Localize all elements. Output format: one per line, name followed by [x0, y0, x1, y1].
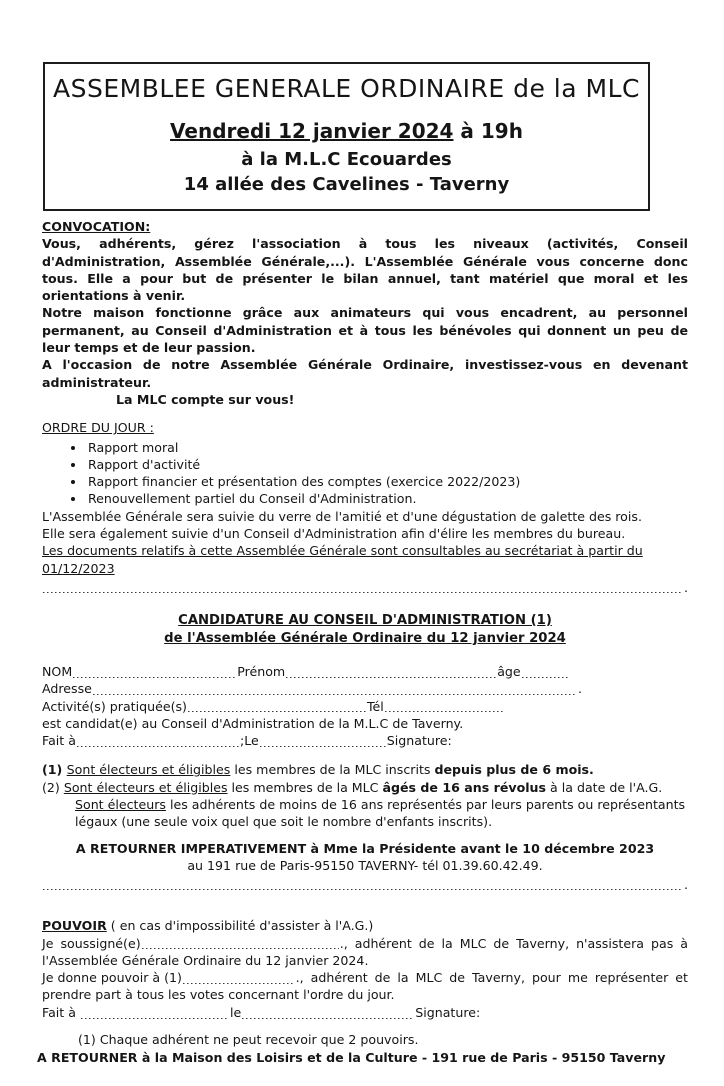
- form-line-address: [42, 680, 582, 697]
- pouvoir-line-1-text: ., adhérent de la MLC de Taverny, n'assistera pas à: [339, 935, 688, 951]
- separator-tail: .: [683, 877, 688, 893]
- le-label: ;Le: [239, 733, 259, 749]
- agenda-item: • Renouvellement partiel du Conseil d'Administration.: [86, 490, 688, 507]
- item-text: les adhérents de moins de 16 ans représentés par leurs parents ou représentants légaux (une seule voix quel que soit le nombre d'enfants inscrits).: [75, 797, 686, 830]
- dotted-leader: [522, 666, 568, 678]
- dotted-leader: [43, 878, 683, 890]
- dotted-leader: [385, 701, 503, 713]
- agenda-note-2: Elle sera également suivie d'un Conseil d'Administration afin d'élire les membres du bureau.: [42, 526, 626, 542]
- underlined-text: Sont électeurs et éligibles: [63, 779, 228, 795]
- signature-label: Signature:: [386, 733, 452, 749]
- tel-label: Tél: [366, 698, 384, 714]
- pouvoir-line-1b: l'Assemblée Générale Ordinaire du 12 janvier 2024.: [42, 952, 369, 968]
- return-address-line: au 191 rue de Paris-95150 TAVERNY- tél 01.39.60.42.49.: [187, 857, 543, 873]
- separator-tail: .: [683, 579, 688, 595]
- candidature-titles: [42, 612, 688, 648]
- dotted-leader: [93, 684, 577, 696]
- eligibility-item-2: [42, 779, 688, 796]
- agenda-note-documents: Les documents relatifs à cette Assemblée Générale sont consultables au secrétariat à partir du 01/12/2023: [42, 543, 643, 576]
- dotted-leader: [260, 735, 386, 747]
- pouvoir-line-2: [42, 969, 688, 986]
- adresse-tail: .: [577, 681, 582, 697]
- agenda-item: • Rapport moral: [86, 439, 688, 456]
- document-page: [0, 62, 724, 1086]
- candidature-title-2: de l'Assemblée Générale Ordinaire du 12 janvier 2024: [164, 630, 566, 646]
- age-label: âge: [497, 663, 521, 679]
- bold-text: âgés de 16 ans révolus: [382, 779, 547, 795]
- item-text: à la date de l'A.G.: [546, 779, 663, 795]
- form-line-signature: [42, 732, 688, 749]
- dotted-leader: [286, 666, 496, 678]
- return-instruction-1: [42, 840, 688, 875]
- meeting-venue: à la M.L.C Ecouardes: [241, 149, 452, 170]
- candidature-section: [42, 612, 688, 874]
- adresse-label: Adresse: [42, 681, 92, 697]
- pouvoir-signature-line: [42, 1004, 688, 1021]
- convocation-paragraph-2: Notre maison fonctionne grâce aux animateurs qui vous encadrent, au personnel permanent, au Conseil d'Administration et à tous les bénévoles qui donnent un peu de leur temps et de leur passion.: [42, 305, 688, 356]
- dotted-leader: [77, 735, 239, 747]
- dotted-leader: [242, 1007, 414, 1019]
- activites-label: Activité(s) pratiquée(s): [42, 698, 187, 714]
- pouvoir-line-2b: prendre part à tous les votes concernant l'ordre du jour.: [42, 987, 395, 1003]
- convocation-closing: La MLC compte sur vous!: [116, 391, 295, 407]
- dotted-separator: [42, 877, 688, 892]
- agenda-heading: ORDRE DU JOUR :: [42, 420, 154, 436]
- nom-label: NOM: [42, 663, 73, 679]
- prenom-label: Prénom: [237, 663, 286, 679]
- underlined-text: Sont électeurs et éligibles: [66, 762, 231, 778]
- meeting-date: Vendredi 12 janvier 2024: [170, 119, 454, 143]
- eligibility-item-2-continued: [75, 796, 688, 831]
- candidature-title-1: CANDIDATURE AU CONSEIL D'ADMINISTRATION (1): [178, 612, 552, 628]
- pouvoir-note: (1) Chaque adhérent ne peut recevoir que 2 pouvoirs.: [78, 1031, 419, 1047]
- fait-a-label: Fait à: [42, 733, 76, 749]
- form-line-activities: [42, 698, 688, 715]
- meeting-date-line: [51, 119, 642, 143]
- convocation-heading: CONVOCATION:: [42, 219, 151, 234]
- meeting-time: à 19h: [453, 119, 523, 143]
- agenda-list: [42, 439, 688, 508]
- bold-text: depuis plus de 6 mois.: [434, 762, 594, 778]
- form-line-name: [42, 663, 688, 680]
- agenda-item: • Rapport financier et présentation des comptes (exercice 2022/2023): [86, 473, 688, 490]
- document-body: [42, 218, 688, 577]
- dotted-separator: [42, 580, 688, 595]
- eligibility-item-1: [42, 761, 688, 778]
- pouvoir-heading-line: [42, 917, 688, 934]
- candidate-statement: est candidat(e) au Conseil d'Administration de la M.L.C de Taverny.: [42, 715, 464, 731]
- agenda-item: • Rapport d'activité: [86, 456, 688, 473]
- dotted-leader: [142, 938, 339, 950]
- return-instruction-2: A RETOURNER à la Maison des Loisirs et de la Culture - 191 rue de Paris - 95150 Taverny: [37, 1050, 666, 1066]
- return-deadline-line: A RETOURNER IMPERATIVEMENT à Mme la Présidente avant le 10 décembre 2023: [75, 840, 655, 856]
- donne-pouvoir-label: Je donne pouvoir à (1): [42, 970, 182, 986]
- item-text: les membres de la MLC inscrits: [230, 762, 435, 778]
- signature-label: Signature:: [415, 1004, 481, 1020]
- convocation-paragraph-1: Vous, adhérents, gérez l'association à tous les niveaux (activités, Conseil d'Administration, Assemblée Générale,...). L'Assemblée Générale vous concerne donc tous. Elle a pour but de présenter le bilan annuel, tant matériel que moral et les orientations à venir.: [42, 236, 688, 304]
- pouvoir-heading: POUVOIR: [42, 918, 107, 934]
- item-number: (1): [42, 762, 67, 778]
- le-label: le: [229, 1004, 242, 1020]
- underlined-text: Sont électeurs: [75, 797, 166, 813]
- dotted-leader: [81, 1007, 229, 1019]
- candidature-form: [42, 663, 688, 749]
- header-box: [43, 62, 650, 211]
- fait-a-label: Fait à: [42, 1004, 80, 1020]
- soussigne-label: Je soussigné(e): [42, 935, 141, 951]
- pouvoir-section: [37, 917, 688, 1066]
- eligibility-notes: [42, 761, 688, 830]
- dotted-leader: [73, 666, 236, 678]
- dotted-leader: [43, 581, 683, 593]
- item-text: les membres de la MLC: [227, 779, 383, 795]
- agenda-note-1: L'Assemblée Générale sera suivie du verre de l'amitié et d'une dégustation de galette des rois.: [42, 508, 642, 524]
- pouvoir-heading-rest: ( en cas d'impossibilité d'assister à l'A.G.): [106, 918, 374, 934]
- convocation-paragraph-3: A l'occasion de notre Assemblée Générale Ordinaire, investissez-vous en devenant administrateur.: [42, 357, 688, 390]
- item-number: (2): [42, 779, 64, 795]
- pouvoir-line-2-text: ., adhérent de la MLC de Taverny, pour me représenter et: [295, 970, 688, 986]
- dotted-leader: [183, 972, 295, 984]
- dotted-leader: [188, 701, 366, 713]
- meeting-address: 14 allée des Cavelines - Taverny: [183, 174, 510, 195]
- document-title: ASSEMBLEE GENERALE ORDINAIRE de la MLC: [53, 74, 640, 103]
- pouvoir-line-1: [42, 935, 688, 952]
